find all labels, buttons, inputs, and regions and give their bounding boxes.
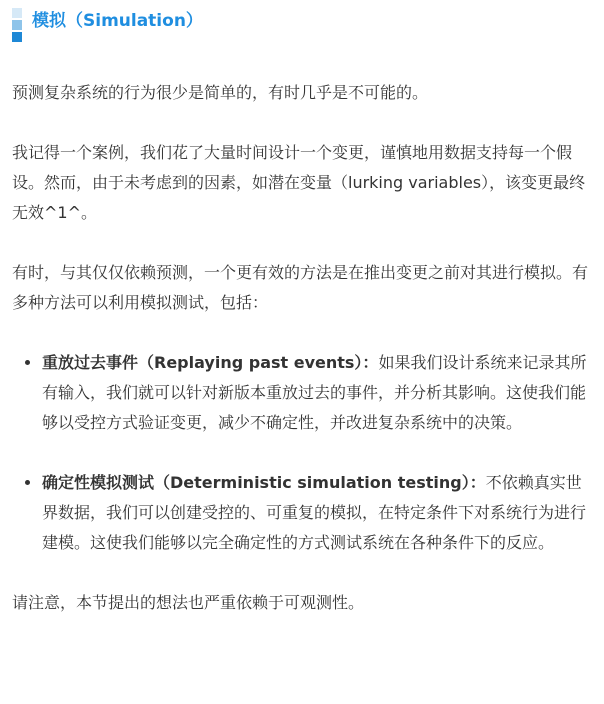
paragraph-approach: 有时，与其仅仅依赖预测，一个更有效的方法是在推出变更之前对其进行模拟。有多种方法可以利用模拟测试，包括： xyxy=(12,263,589,312)
list-item-text: 不依赖真实世界数据，我们可以创建受控的、可重复的模拟，在特定条件下对系统行为进行建模。这使我们能够以完全确定性的方式测试系统在各种条件下的反应。 xyxy=(42,473,587,552)
list-item xyxy=(42,468,592,558)
heading-marker-icon xyxy=(12,8,22,44)
paragraph-case: 我记得一个案例，我们花了大量时间设计一个变更，谨慎地用数据支持每一个假设。然而，由于未考虑到的因素，如潜在变量（lurking variables），该变更最终无效^1^。 xyxy=(12,143,586,222)
section-heading xyxy=(12,8,203,48)
paragraph-note: 请注意，本节提出的想法也严重依赖于可观测性。 xyxy=(12,593,365,612)
paragraph-intro: 预测复杂系统的行为很少是简单的，有时几乎是不可能的。 xyxy=(12,83,429,102)
article-body xyxy=(12,78,592,648)
list-item-term: 确定性模拟测试（Deterministic simulation testing）： xyxy=(42,473,486,492)
marker-block-dark xyxy=(12,32,22,42)
marker-block-mid xyxy=(12,20,22,30)
list-item-text: 如果我们设计系统来记录其所有输入，我们就可以针对新版本重放过去的事件，并分析其影响。这使我们能够以受控方式验证变更，减少不确定性，并改进复杂系统中的决策。 xyxy=(42,353,587,432)
section-title: 模拟（Simulation） xyxy=(32,11,203,31)
list-item xyxy=(42,348,592,438)
marker-block-light xyxy=(12,8,22,18)
list-item-term: 重放过去事件（Replaying past events）： xyxy=(42,353,379,372)
simulation-methods-list xyxy=(12,348,592,558)
